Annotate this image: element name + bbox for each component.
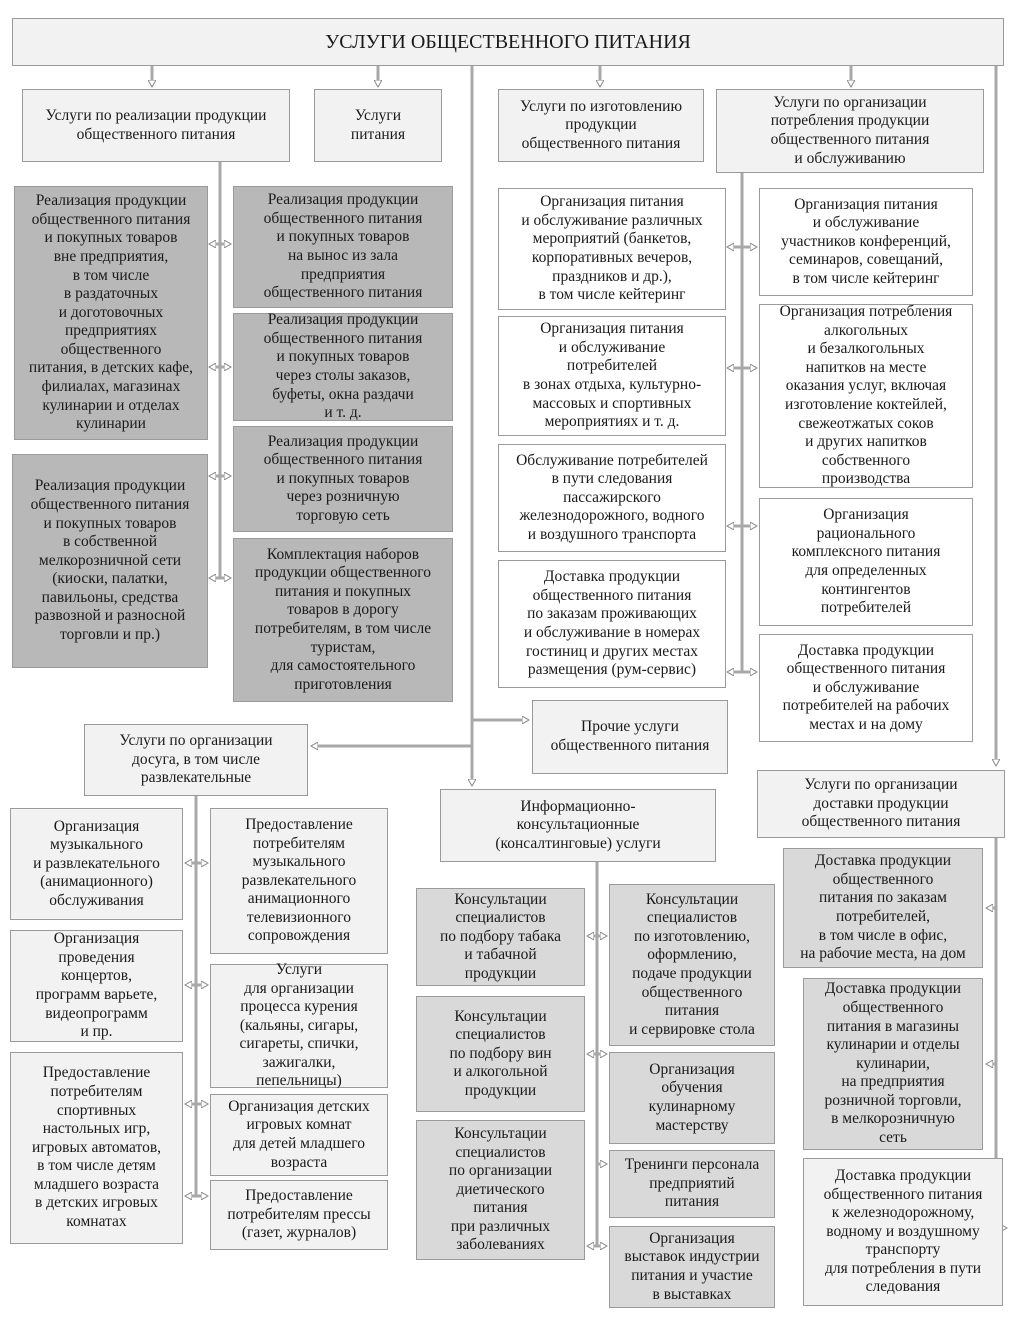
category-nutrition-label: Услуги питания (350, 106, 406, 143)
consumption-item-label: Организация рационального комплексного питания для определенных контингентов потребителей (791, 506, 941, 617)
consumption-item (759, 188, 973, 296)
consulting-item-label: Организация выставок индустрии питания и участие в выставках (624, 1229, 760, 1303)
delivery-item-label: Доставка продукции общественного питания по заказам потребителей, в том числе в офис, на рабочие места, на дом (800, 852, 966, 963)
category-manufacturing-label: Услуги по изготовлению продукции общественного питания (519, 97, 683, 152)
category-consulting (440, 789, 716, 862)
realization-item-label: Реализация продукции общественного питания и покупных товаров в собственной мелкорозничной сети (киоски, палатки, павильоны, средства развозной и разносной торговли и пр.) (30, 477, 190, 644)
consumption-item-label: Организация питания и обслуживание потребителей в зонах отдыха, культурно- массовых и спортивных мероприятиях и т. д. (522, 320, 702, 431)
consulting-item (609, 1150, 775, 1218)
consulting-item-label: Тренинги персонала предприятий питания (624, 1156, 760, 1211)
category-realization (22, 89, 290, 162)
consumption-item (498, 444, 726, 552)
leisure-item (210, 1180, 388, 1250)
leisure-item (10, 930, 183, 1042)
delivery-item-label: Доставка продукции общественного питания к железнодорожному, водному и воздушному транспорту для потребления в пути следования (823, 1166, 983, 1296)
consumption-item-label: Доставка продукции общественного питания по заказам проживающих и обслуживание в номерах гостиниц и других местах размещения (рум-сервис) (523, 568, 701, 679)
consulting-item (609, 884, 775, 1046)
realization-item-label: Реализация продукции общественного питания и покупных товаров вне предприятия, в том числе в раздаточных и доготовочных предприятиях общественного питания, в детских кафе, филиалах, магазинах кулинарии и отделах кулинарии (28, 192, 194, 433)
realization-item-label: Комплектация наборов продукции общественного питания и покупных товаров в дорогу потребителям, в том числе туристам, для самостоятельного приготовления (254, 545, 432, 693)
delivery-item-label: Доставка продукции общественного питания в магазины кулинарии и отделы кулинарии, на предприятия розничной торговли, в мелкорозничную сеть (824, 980, 962, 1147)
consumption-item (498, 316, 726, 436)
realization-item-label: Реализация продукции общественного питания и покупных товаров через розничную торговую сеть (263, 432, 423, 524)
leisure-item-label: Организация детских игровых комнат для детей младшего возраста (228, 1097, 370, 1171)
leisure-item-label: Организация проведения концертов, программ варьете, видеопрограмм и пр. (35, 930, 158, 1041)
consulting-item-label: Консультации специалистов по организации диетического питания при различных заболеваниях (448, 1124, 553, 1254)
consulting-item (416, 888, 585, 986)
leisure-item (10, 1052, 183, 1244)
realization-item (233, 538, 453, 702)
consulting-item (609, 1052, 775, 1144)
realization-item-label: Реализация продукции общественного питания и покупных товаров на вынос из зала предприятия общественного питания (263, 191, 423, 302)
delivery-item (783, 848, 983, 968)
consumption-item (498, 560, 726, 688)
category-consulting-label: Информационно- консультационные (консалтинговые) услуги (495, 797, 661, 852)
delivery-item (803, 1158, 1003, 1306)
category-nutrition (314, 89, 442, 162)
consumption-item-label: Организация питания и обслуживание участников конференций, семинаров, совещаний, в том числе кейтеринг (781, 195, 951, 287)
leisure-item-label: Предоставление потребителям спортивных настольных игр, игровых автоматов, в том числе детям младшего возраста в детских игровых комнатах (31, 1064, 162, 1231)
category-leisure (84, 724, 308, 796)
realization-item-label: Реализация продукции общественного питания и покупных товаров через столы заказов, буфеты, окна раздачи и т. д. (263, 311, 423, 422)
consumption-item-label: Организация потребления алкогольных и безалкогольных напитков на месте оказания услуг, включая изготовление коктейлей, свежеотжатых соков и других напитков собственного производства (779, 303, 953, 488)
consumption-item (759, 634, 973, 742)
category-consumption (716, 89, 984, 173)
category-manufacturing (498, 89, 704, 162)
category-other-label: Прочие услуги общественного питания (550, 718, 710, 754)
leisure-item-label: Организация музыкального и развлекательного (анимационного) обслуживания (33, 817, 160, 909)
realization-item (14, 186, 208, 440)
diagram-title (12, 18, 1004, 66)
leisure-item-label: Предоставление потребителям музыкального развлекательного анимационного телевизионного сопровождения (241, 815, 357, 945)
consulting-item-label: Консультации специалистов по подбору вин и алкогольной продукции (449, 1007, 552, 1099)
consumption-item-label: Доставка продукции общественного питания и обслуживание потребителей на рабочих местах и на дому (782, 641, 950, 733)
realization-item (233, 313, 453, 421)
leisure-item (210, 808, 388, 954)
category-leisure-label: Услуги по организации досуга, в том числе развлекательные (119, 732, 273, 787)
consulting-item (416, 1120, 585, 1260)
consumption-item-label: Организация питания и обслуживание различных мероприятий (банкетов, корпоративных вечеров, праздников и др.), в том числе кейтеринг (521, 193, 703, 304)
consulting-item-label: Консультации специалистов по изготовлению, оформлению, подаче продукции общественного питания и сервировке стола (629, 890, 755, 1038)
realization-item (12, 454, 208, 668)
consulting-item-label: Консультации специалистов по подбору табака и табачной продукции (440, 890, 561, 982)
consumption-item-label: Обслуживание потребителей в пути следования пассажирского железнодорожного, водного и воздушного транспорта (516, 451, 708, 543)
diagram-title-text: УСЛУГИ ОБЩЕСТВЕННОГО ПИТАНИЯ (325, 31, 691, 53)
delivery-item (803, 978, 983, 1150)
leisure-item (210, 1094, 388, 1176)
consumption-item (498, 188, 726, 310)
category-delivery-label: Услуги по организации доставки продукции общественного питания (801, 776, 961, 831)
leisure-item-label: Предоставление потребителям прессы (газет, журналов) (227, 1187, 371, 1242)
leisure-item (210, 960, 388, 1090)
consulting-item (609, 1226, 775, 1308)
category-other (532, 700, 728, 774)
category-realization-label: Услуги по реализации продукции общественного питания (45, 106, 267, 143)
consumption-item (759, 498, 973, 626)
realization-item (233, 186, 453, 308)
category-delivery (757, 770, 1005, 838)
consumption-item (759, 304, 973, 488)
consulting-item (416, 996, 585, 1112)
category-consumption-label: Услуги по организации потребления продукции общественного питания и обслуживанию (770, 93, 930, 167)
leisure-item (10, 808, 183, 920)
leisure-item-label: Услуги для организации процесса курения (кальяны, сигары, сигареты, спички, зажигалки, пепельницы) (239, 960, 359, 1090)
realization-item (233, 426, 453, 532)
consulting-item-label: Организация обучения кулинарному мастерству (648, 1060, 736, 1134)
